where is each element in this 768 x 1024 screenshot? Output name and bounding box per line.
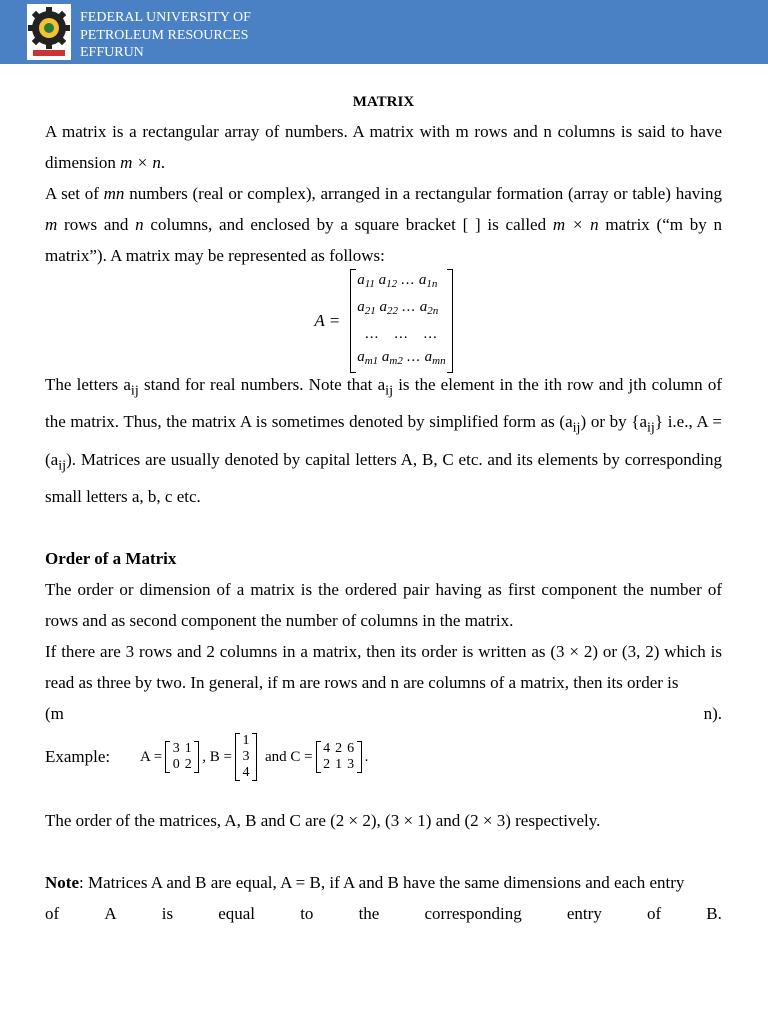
matrix-subscript: 22 xyxy=(386,305,398,317)
matrix-dots: ... xyxy=(406,349,421,365)
text-run: ). Matrices are usually denoted by capital letters A, B, C etc. and its elements by corresponding small letters a, b, c etc. xyxy=(45,449,722,507)
text-run: numbers (real or complex), arranged in a rectangular formation (array or table) having xyxy=(124,184,722,203)
matrix-row xyxy=(355,346,447,373)
matrix-row xyxy=(321,741,357,757)
matrix-subscript: m1 xyxy=(364,355,379,367)
matrix-label: A = xyxy=(314,311,341,330)
matrix-entry: a xyxy=(378,272,387,288)
matrix-entry: 3 xyxy=(347,757,355,773)
word: B. xyxy=(706,904,722,924)
gear-logo-icon xyxy=(27,4,71,60)
text-run: ) or by {a xyxy=(580,412,647,432)
general-matrix-equation xyxy=(45,273,722,369)
matrix-entry: a xyxy=(357,349,365,365)
paragraph-definition xyxy=(45,116,722,178)
text-run: A set of xyxy=(45,184,104,203)
matrix-row xyxy=(240,733,252,749)
matrix-subscript: 21 xyxy=(364,305,376,317)
university-name xyxy=(80,9,251,62)
word: of xyxy=(646,904,662,924)
matrix-a-label: A = xyxy=(140,748,163,765)
matrix-entry: 2 xyxy=(323,757,331,773)
matrix-entry: a xyxy=(418,272,427,288)
matrix-entry: a xyxy=(357,272,365,288)
matrix-entry: 6 xyxy=(347,741,355,757)
matrix-subscript: mn xyxy=(432,355,446,367)
subscript: ij xyxy=(58,457,67,474)
example-period: . xyxy=(364,748,369,765)
matrix-entry: a xyxy=(379,299,387,315)
matrix-entry: a xyxy=(357,299,365,315)
matrix-a xyxy=(165,741,199,773)
math-run: mn xyxy=(103,184,125,203)
text-run: A matrix is a rectangular array of numbers. A matrix with m rows and n columns is said to have dimension xyxy=(45,122,722,172)
matrix-row xyxy=(355,269,447,296)
matrix-row xyxy=(170,741,194,757)
text-run: : Matrices A and B are equal, A = B, if A and B have the same dimensions and each entry xyxy=(78,873,685,893)
paragraph-order-result: The order of the matrices, A, B and C are (2 × 2), (3 × 1) and (2 × 3) respectively. xyxy=(45,811,601,831)
text-run: is the element in the ith row and jth column of the matrix. Thus, the matrix A is sometimes denoted by simplified form as (a xyxy=(45,375,723,432)
text-run: stand for real numbers. Note that a xyxy=(138,375,386,394)
paragraph-elements xyxy=(45,369,722,512)
matrix-row xyxy=(321,757,357,773)
document-header xyxy=(0,0,768,64)
text-run: . xyxy=(160,153,166,172)
matrix-entry: 2 xyxy=(184,757,192,773)
text-run: (m xyxy=(45,704,64,724)
text-run: rows and xyxy=(57,215,136,234)
paragraph-note xyxy=(45,867,722,898)
text-run: } i.e., A = (a xyxy=(45,412,723,469)
spacer xyxy=(45,785,722,805)
matrix-entry: 1 xyxy=(335,757,343,773)
document-body xyxy=(45,88,722,929)
spacer xyxy=(45,836,722,867)
matrix-entry: 4 xyxy=(242,765,250,781)
text-run: columns, and enclosed by a square bracket [ ] is called xyxy=(143,215,553,234)
spacer xyxy=(45,512,722,543)
word: to xyxy=(300,904,314,924)
matrix-c xyxy=(316,741,362,773)
math-run: m × n xyxy=(552,215,599,234)
word: entry xyxy=(566,904,602,924)
matrix-subscript: 1n xyxy=(426,278,438,290)
matrix-dots: ... xyxy=(423,326,438,342)
word: corresponding xyxy=(424,904,522,924)
example-matrices xyxy=(45,729,722,785)
word: the xyxy=(358,904,380,924)
university-name-line1: FEDERAL UNIVERSITY OF xyxy=(80,10,251,25)
paragraph-order-last-line xyxy=(45,698,722,729)
matrix-subscript: m2 xyxy=(389,355,403,367)
matrix-b xyxy=(235,733,257,781)
example-label: Example: xyxy=(45,747,111,767)
subscript: ij xyxy=(130,382,139,399)
matrix-entry: a xyxy=(381,349,390,365)
text-run: The letters a xyxy=(45,375,131,394)
matrix-row xyxy=(240,749,252,765)
matrix-entry: 4 xyxy=(323,741,331,757)
university-name-line3: EFFURUN xyxy=(80,45,144,60)
general-matrix xyxy=(350,269,452,373)
subscript: ij xyxy=(572,419,581,436)
matrix-entry: 2 xyxy=(335,741,343,757)
matrix-dots: ... xyxy=(400,272,416,288)
matrix-c-label: and C = xyxy=(264,748,313,765)
university-name-line2: PETROLEUM RESOURCES xyxy=(80,27,249,43)
note-label: Note xyxy=(45,873,79,893)
matrix-entry: a xyxy=(424,349,433,365)
matrix-dots: ... xyxy=(401,299,416,315)
matrix-entry: 3 xyxy=(242,749,250,765)
math-run: m xyxy=(45,215,58,234)
matrix-subscript: 12 xyxy=(386,278,398,290)
matrix-row xyxy=(355,296,447,323)
word: A xyxy=(104,904,117,924)
text-run: matrix (“m by n matrix”). A matrix may be represented as follows: xyxy=(45,215,723,265)
page-title: MATRIX xyxy=(352,94,415,110)
paragraph-note-last-line xyxy=(45,898,722,929)
paragraph-order-example: If there are 3 rows and 2 columns in a matrix, then its order is written as (3 × 2) or (3, 2) which is read as three by two. In general, if m are rows and n are columns of a matrix, then its order is xyxy=(45,642,722,693)
matrix-dots: ... xyxy=(394,326,409,342)
text-run: n). xyxy=(703,704,722,724)
paragraph-set-definition xyxy=(45,178,722,271)
math-run: n xyxy=(135,215,144,234)
word: equal xyxy=(218,904,256,924)
word: is xyxy=(161,904,174,924)
matrix-entry: 3 xyxy=(172,741,180,757)
matrix-entry: 0 xyxy=(172,757,180,773)
matrix-subscript: 2n xyxy=(427,305,439,317)
matrix-entry: 1 xyxy=(242,733,250,749)
section-heading-order: Order of a Matrix xyxy=(45,549,177,569)
subscript: ij xyxy=(385,382,394,399)
matrix-entry: a xyxy=(419,299,428,315)
matrix-dots: ... xyxy=(365,326,380,342)
university-logo xyxy=(27,4,71,60)
matrix-row xyxy=(240,765,252,781)
matrix-row xyxy=(170,757,194,773)
matrix-entry: 1 xyxy=(184,741,192,757)
matrix-subscript: 11 xyxy=(364,278,375,290)
word: of xyxy=(45,904,60,924)
matrix-b-label: , B = xyxy=(202,748,232,765)
matrix-row xyxy=(355,323,447,346)
subscript: ij xyxy=(647,419,655,436)
paragraph-order-definition: The order or dimension of a matrix is the ordered pair having as first component the number of rows and as second component the number of columns in the matrix. xyxy=(45,580,722,631)
math-run: m × n xyxy=(120,153,161,172)
